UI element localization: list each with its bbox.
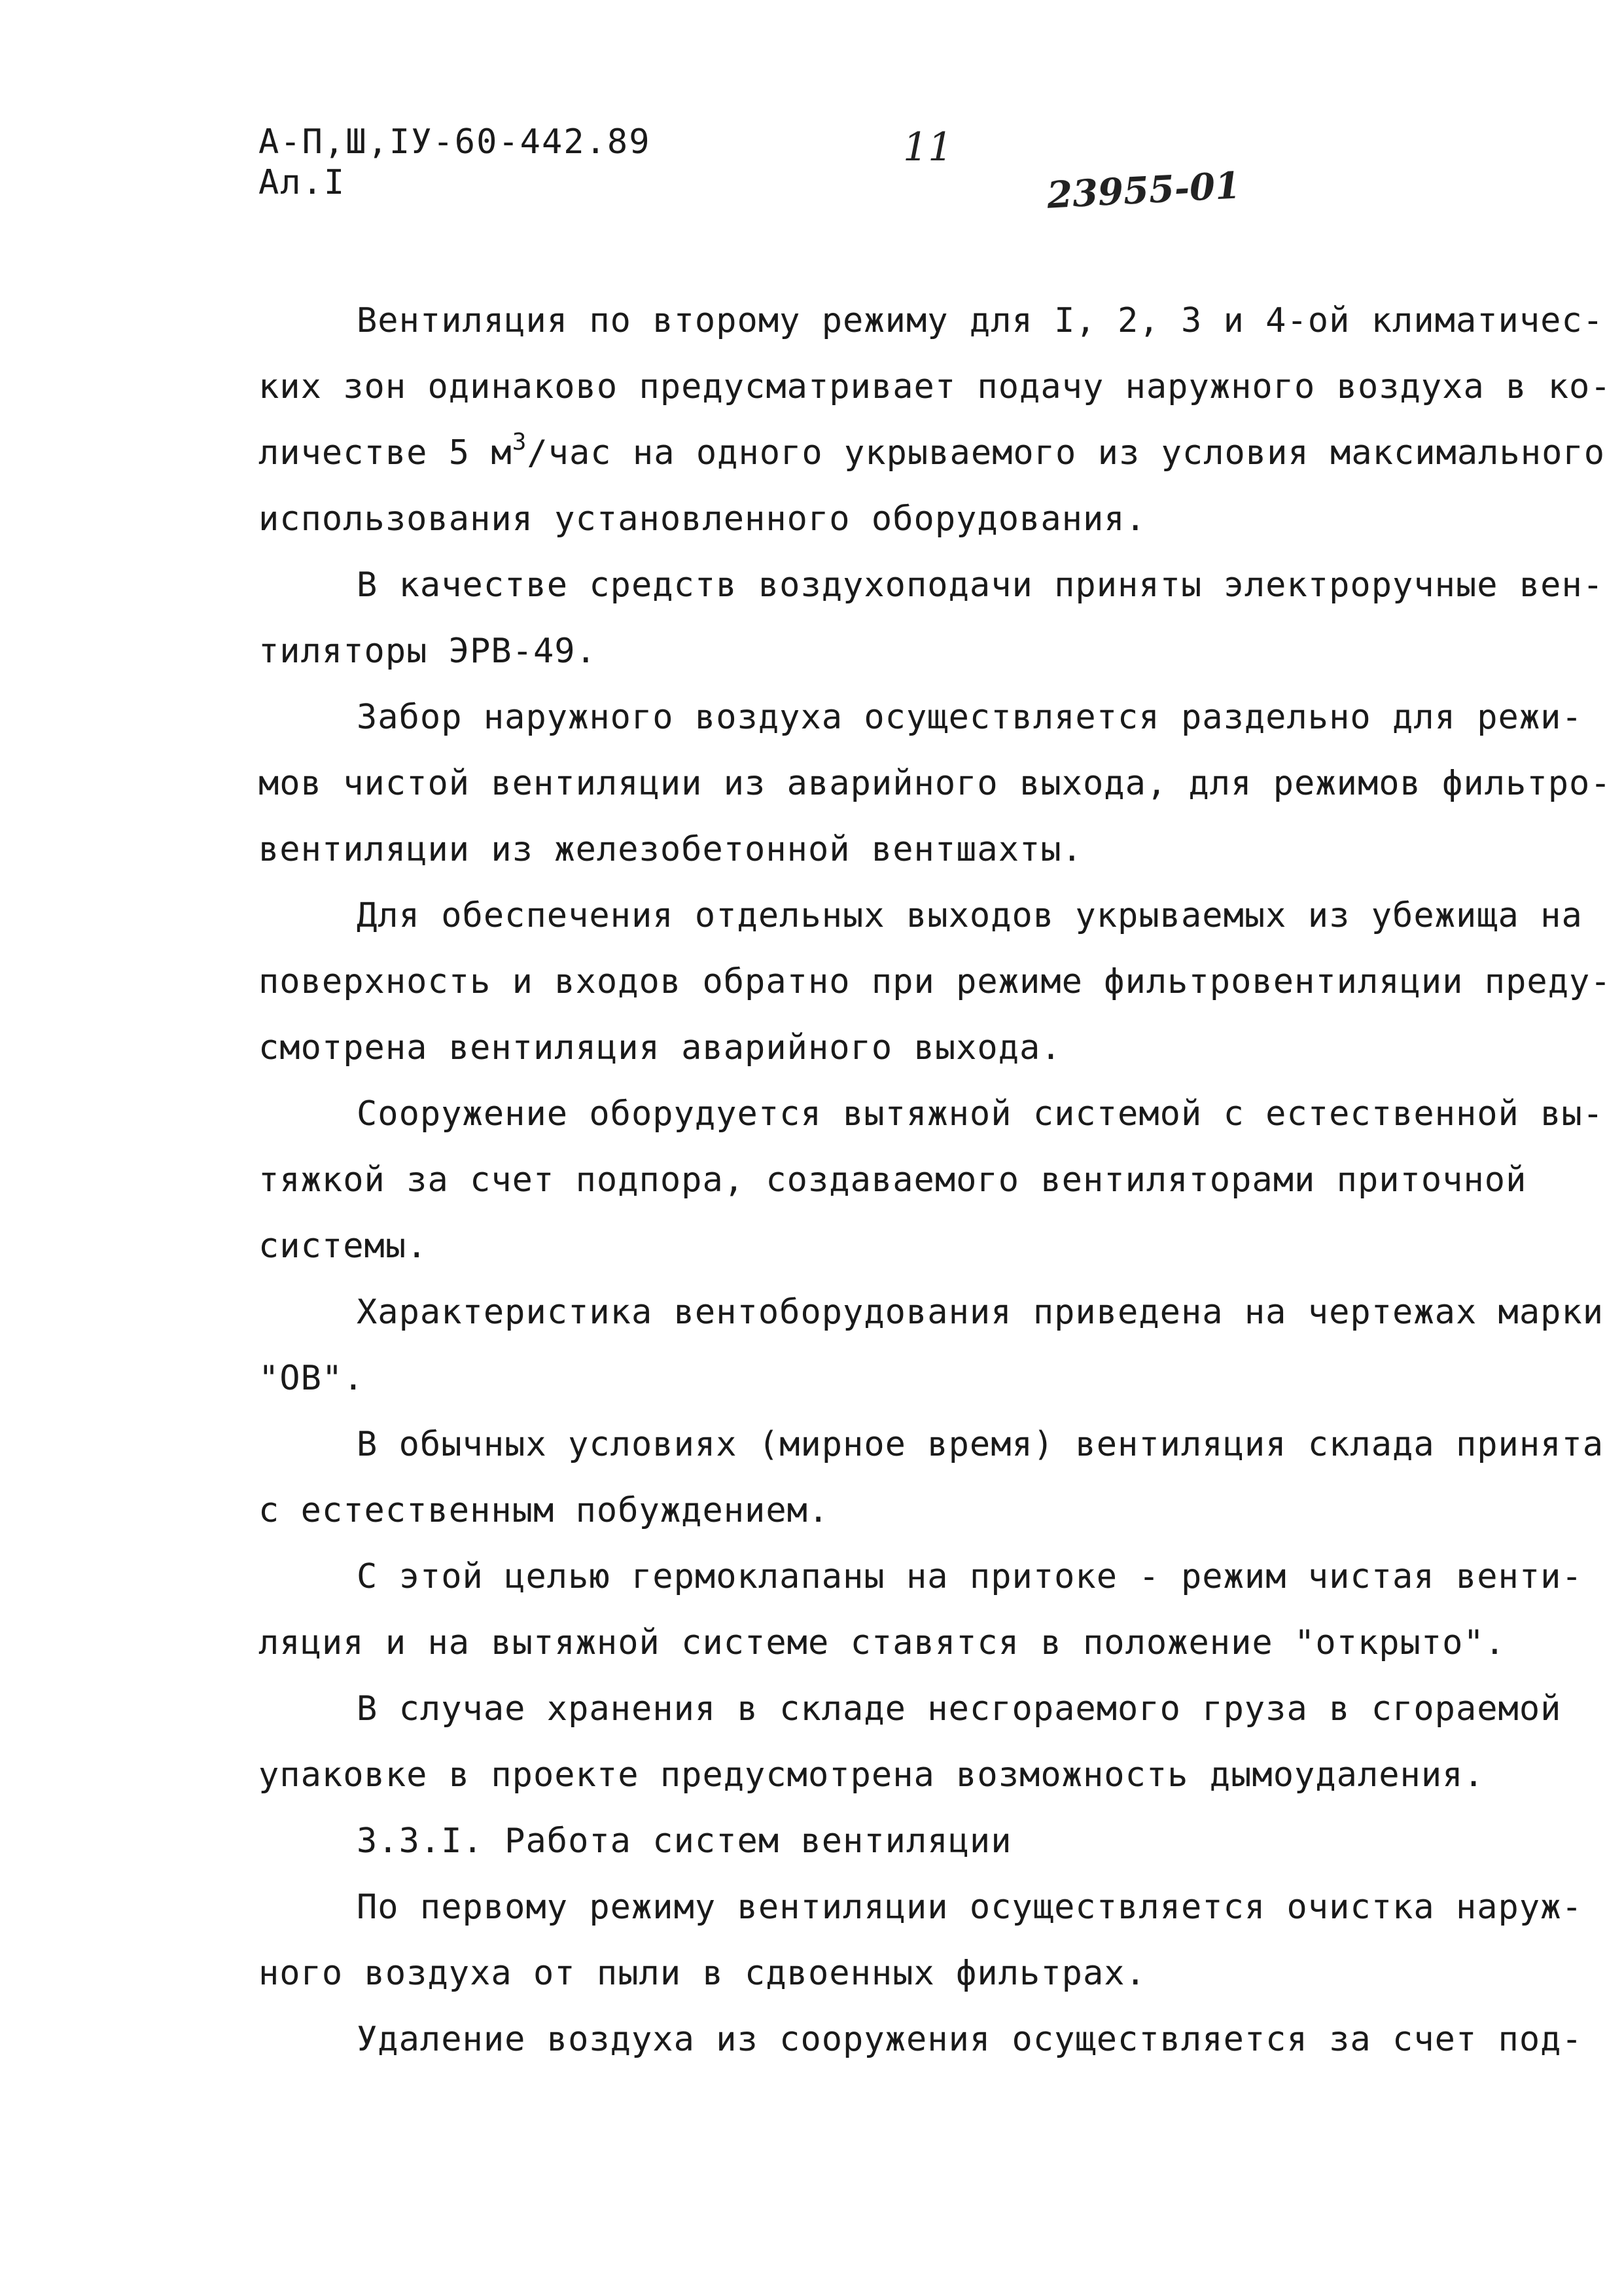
document-code: [258, 122, 651, 203]
text-line: В случае хранения в складе несгораемого груза в сгораемой: [357, 1689, 1562, 1729]
text-line: вентиляции из железобетонной вентшахты.: [258, 830, 1083, 869]
text-line: поверхность и входов обратно при режиме фильтровентиляции преду-: [258, 962, 1612, 1001]
text-line: Забор наружного воздуха осуществляется раздельно для режи-: [357, 698, 1583, 737]
text-line: мов чистой вентиляции из аварийного выхода, для режимов фильтро-: [258, 764, 1612, 803]
text-line: Удаление воздуха из сооружения осуществляется за счет под-: [357, 2020, 1583, 2059]
text-line: Характеристика вентоборудования приведена на чертежах марки: [357, 1293, 1604, 1332]
text-line-with-superscript: [258, 420, 1606, 486]
document-body: [258, 288, 1612, 2073]
text-line: тиляторы ЭРВ-49.: [258, 632, 597, 671]
text-line: смотрена вентиляция аварийного выхода.: [258, 1028, 1062, 1067]
text-line: ного воздуха от пыли в сдвоенных фильтрах.: [258, 1954, 1146, 1993]
text-line: По первому режиму вентиляции осуществляется очистка наруж-: [357, 1888, 1583, 1927]
superscript: 3: [512, 429, 527, 456]
text-line: использования установленного оборудования.: [258, 499, 1146, 539]
section-heading: 3.3.I. Работа систем вентиляции: [357, 1821, 1012, 1861]
inventory-number-stamp: 23955-01: [1046, 164, 1242, 217]
document-code-line-1: А-П,Ш,IУ-60-442.89: [258, 122, 651, 162]
text-line: В обычных условиях (мирное время) вентиляция склада принята: [357, 1425, 1604, 1464]
text-line: системы.: [258, 1227, 428, 1266]
text-line: "ОВ".: [258, 1359, 364, 1398]
document-code-line-2: Ал.I: [258, 163, 346, 202]
text-line: ляция и на вытяжной системе ставятся в положение "открыто".: [258, 1623, 1506, 1662]
text-line: С этой целью гермоклапаны на притоке - режим чистая венти-: [357, 1557, 1583, 1596]
text-line: Вентиляция по второму режиму для I, 2, 3 и 4-ой климатичес-: [357, 301, 1604, 340]
text-line: ких зон одинаково предусматривает подачу наружного воздуха в ко-: [258, 367, 1612, 406]
page-number: 11: [903, 124, 953, 170]
text-line: Сооружение оборудуется вытяжной системой с естественной вы-: [357, 1094, 1604, 1134]
text-line: В качестве средств воздухоподачи приняты электроручные вен-: [357, 565, 1604, 605]
text-line: упаковке в проекте предусмотрена возможность дымоудаления.: [258, 1755, 1485, 1795]
text-segment: личестве 5 м: [258, 433, 512, 473]
text-line: Для обеспечения отдельных выходов укрываемых из убежища на: [357, 896, 1583, 935]
text-line: тяжкой за счет подпора, создаваемого вентиляторами приточной: [258, 1160, 1527, 1200]
text-segment: /час на одного укрываемого из условия максимального: [527, 433, 1606, 473]
text-line: с естественным побуждением.: [258, 1491, 830, 1530]
